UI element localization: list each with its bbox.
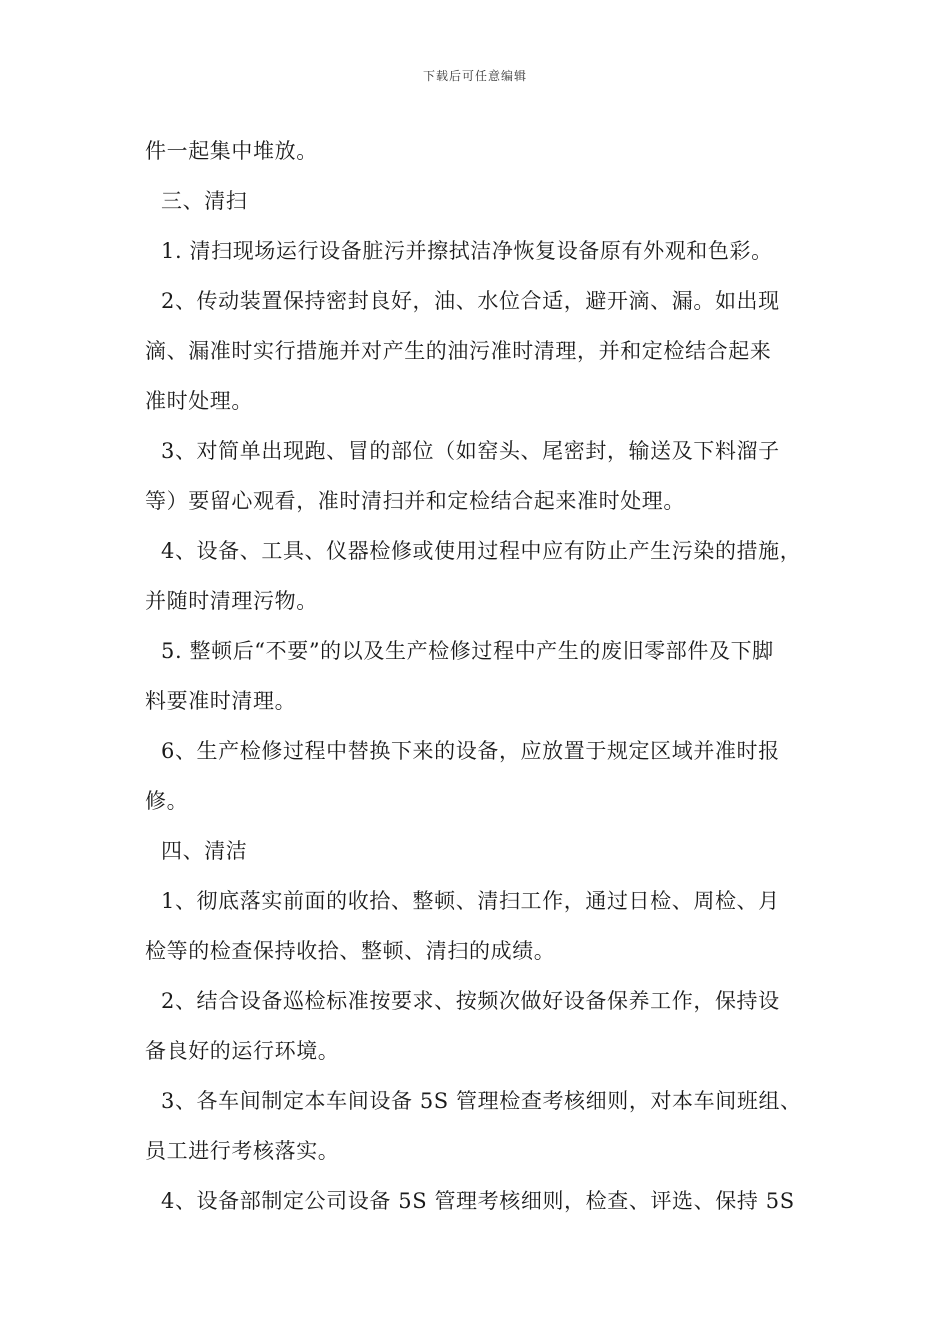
text-line: 4、设备部制定公司设备 5S 管理考核细则，检查、评选、保持 5S <box>161 1189 795 1213</box>
text-line: 4、设备、工具、仪器检修或使用过程中应有防止产生污染的措施， <box>161 539 802 563</box>
text-line: 3、对简单出现跑、冒的部位（如窑头、尾密封，输送及下料溜子 <box>161 439 780 463</box>
text-line: 2、传动装置保持密封良好，油、水位合适，避开滴、漏。如出现 <box>161 289 780 313</box>
text-line: 3、各车间制定本车间设备 5S 管理检查考核细则，对本车间班组、 <box>161 1089 802 1113</box>
text-line: 1. 清扫现场运行设备脏污并擦拭洁净恢复设备原有外观和色彩。 <box>161 239 773 263</box>
section-heading: 三、清扫 <box>161 189 248 213</box>
page-header: 下载后可任意编辑 <box>422 69 527 83</box>
text-line: 检等的检查保持收拾、整顿、清扫的成绩。 <box>145 939 556 963</box>
text-line: 料要准时清理。 <box>145 689 297 713</box>
document-body <box>145 126 825 1226</box>
text-line: 员工进行考核落实。 <box>145 1139 340 1163</box>
text-line: 件一起集中堆放。 <box>145 139 318 163</box>
text-line: 滴、漏准时实行措施并对产生的油污准时清理，并和定检结合起来 <box>145 339 772 363</box>
text-line: 6、生产检修过程中替换下来的设备，应放置于规定区域并准时报 <box>161 739 780 763</box>
text-line: 2、结合设备巡检标准按要求、按频次做好设备保养工作，保持设 <box>161 989 780 1013</box>
text-line: 1、彻底落实前面的收拾、整顿、清扫工作，通过日检、周检、月 <box>161 889 780 913</box>
text-line: 并随时清理污物。 <box>145 589 318 613</box>
text-line: 准时处理。 <box>145 389 253 413</box>
text-line: 5. 整顿后“不要”的以及生产检修过程中产生的废旧零部件及下脚 <box>161 639 774 663</box>
text-line: 等）要留心观看，准时清扫并和定检结合起来准时处理。 <box>145 489 685 513</box>
text-line: 修。 <box>145 789 189 813</box>
text-line: 备良好的运行环境。 <box>145 1039 340 1063</box>
section-heading: 四、清洁 <box>161 839 248 863</box>
